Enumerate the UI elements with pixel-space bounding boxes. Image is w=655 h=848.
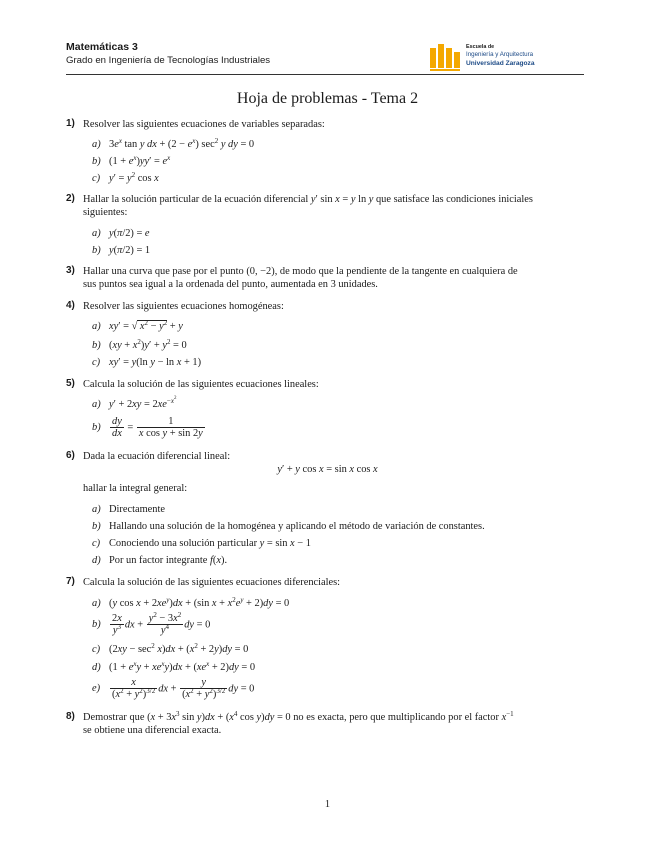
problem-6-text2: hallar la integral general:	[83, 483, 188, 494]
problem-5a: a) $y' + 2xy = 2xe^{-x^2}$	[92, 396, 177, 410]
logo-bar-3	[446, 48, 452, 68]
problem-2b: b) y(π/2) = 1	[92, 245, 151, 256]
problem-4a: a) xy′ = √ $x^2 - y^2 + y$	[92, 319, 183, 332]
problem-7c: c) $(2xy - \sec^2 x)dx + (x^2 + 2y)dy = 0$	[92, 642, 249, 655]
problem-4c: c) xy′ = y(ln y − ln x + 1)	[92, 357, 202, 368]
problem-4b: b) $(xy + x^2)y' + y^2 = 0$	[92, 338, 187, 351]
degree-name: Grado en Ingeniería de Tecnologías Industriales	[66, 55, 271, 66]
problem-5-text: Calcula la solución de las siguientes ecuaciones lineales:	[83, 379, 319, 390]
problem-8-text: Demostrar que ($x + 3x^3$ $\sin y)dx + (x^4$ cos y)dy = 0 no es exacta, pero que multiplicando por el factor $x^{-1}$ se obtiene una diferencial exacta.	[83, 710, 514, 736]
header-rule	[66, 74, 584, 75]
problem-1-number: 1)	[66, 118, 75, 129]
logo-bar-4	[454, 52, 460, 68]
course-title: Matemáticas 3	[66, 41, 138, 53]
problem-6b: b) Hallando una solución de la homogénea y aplicando el método de variación de constantes.	[92, 521, 485, 532]
problem-2a: a) y(π/2) = e	[92, 228, 150, 239]
problem-7d: d) $(1 + e^xy + xe^xy)dx + (xe^x + 2)dy = 0$	[92, 660, 256, 673]
problem-7-number: 7)	[66, 576, 75, 587]
problem-2-number: 2)	[66, 193, 75, 204]
logo-line3: Universidad Zaragoza	[466, 60, 535, 67]
problem-1-text: Resolver las siguientes ecuaciones de variables separadas:	[83, 119, 325, 130]
problem-3-text: Hallar una curva que pase por el punto (0, −2), de modo que la pendiente de la tangente en cualquiera de sus puntos sea igual a la ordenada del punto, aumentada en 3 unidades.	[83, 266, 518, 290]
problem-6c: c) Conociendo una solución particular y = sin x − 1	[92, 538, 311, 549]
problem-4-text: Resolver las siguientes ecuaciones homogéneas:	[83, 301, 284, 312]
page-title: Hoja de problemas - Tema 2	[236, 90, 419, 107]
problem-2-text: Hallar la solución particular de la ecuación diferencial y′ sin x = y ln y que satisface las condiciones iniciales siguientes:	[83, 194, 533, 218]
problem-8-number: 8)	[66, 711, 75, 722]
problem-3-number: 3)	[66, 265, 75, 276]
problem-1a: a) $3e^x$ tan y dx + $(2 - e^x)$ $\sec^2 y$ dy = 0	[92, 137, 255, 150]
problem-6-equation: y′ + y cos x = sin x cos x	[277, 464, 378, 475]
problem-7a: a) (y $\cos x + 2xe^y)dx + (\sin$ $x + x^2e^y + 2)dy = 0$	[92, 596, 290, 609]
problem-6d: d) Por un factor integrante f(x).	[92, 555, 228, 566]
problem-1c: c) $y' = y^2$ cos x	[92, 171, 159, 184]
logo-bar-1	[430, 48, 436, 68]
logo-bar-base	[430, 69, 460, 71]
problem-1b: b) $(1 + e^x)yy' = e^x$	[92, 154, 171, 167]
problem-5-number: 5)	[66, 378, 75, 389]
problem-6-text: Dada la ecuación diferencial lineal:	[83, 451, 231, 462]
problem-7b: b) $\frac{2x}{y^3}$ dx + $\frac{y^2 - 3x^2}{y^4}$ dy = 0	[92, 611, 211, 637]
problem-4-number: 4)	[66, 300, 75, 311]
problem-7e: e) $\frac{x}{(x^2 + y^2)^{3/2}}$ dx + $\frac{y}{(x^2 + y^2)^{3/2}}$ dy = 0	[92, 677, 255, 701]
logo-bar-2	[438, 44, 444, 68]
problem-7-text: Calcula la solución de las siguientes ecuaciones diferenciales:	[83, 577, 341, 588]
logo-line1: Escuela de	[466, 44, 495, 50]
problem-6a: a) Directamente	[92, 504, 165, 515]
page-number: 1	[324, 799, 331, 810]
logo-line2: Ingeniería y Arquitectura	[466, 51, 534, 58]
problem-5b: b) $\frac{dy}{dx}$ = $\frac{1}{\text{x cos y + sin 2y}}$	[92, 416, 203, 440]
problem-6-number: 6)	[66, 450, 75, 461]
